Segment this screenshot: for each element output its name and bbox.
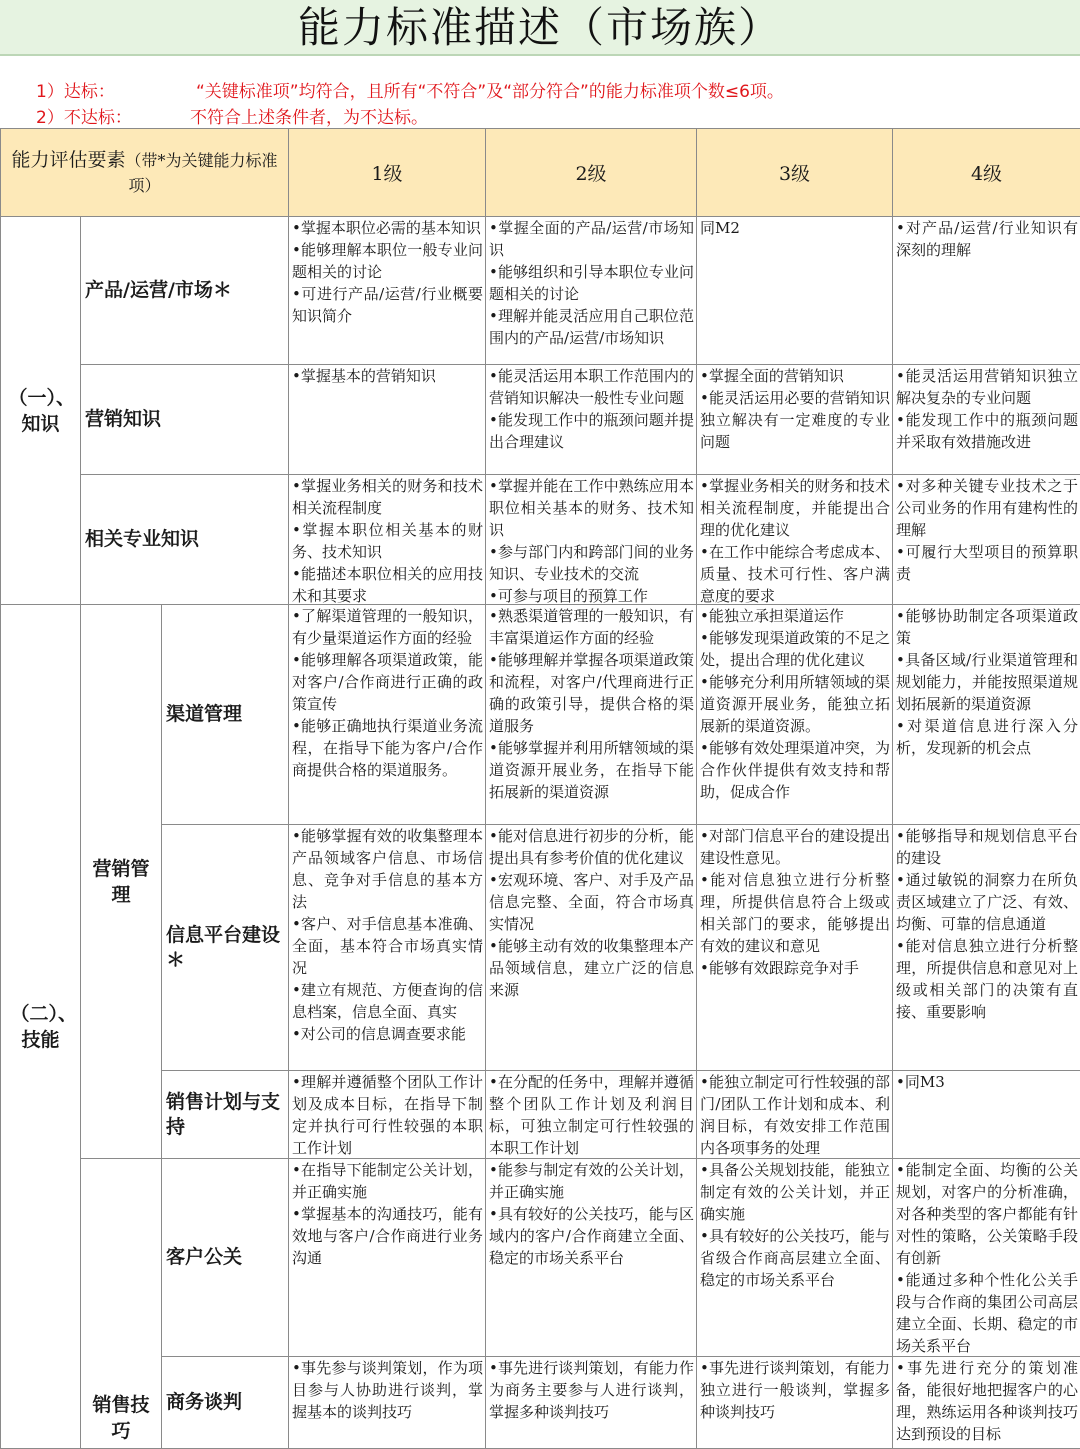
table-row [1,605,1080,825]
header-level-2: 2级 [486,129,697,217]
row-info-platform-l4: •能够指导和规划信息平台的建设 •通过敏锐的洞察力在所负责区域建立了广泛、有效、均衡、可靠的信息通道 •能对信息独立进行分析整理，所提供信息和意见对上级或相关部门的决策有直接、重要影响 [893,825,1080,1070]
rule-fail-label: 2）不达标： [36,105,132,131]
row-professional-l2: •掌握并能在工作中熟练应用本职位相关基本的财务、技术知识 •参与部门内和跨部门间的业务知识、专业技术的交流 •可参与项目的预算工作 [486,475,696,604]
row-name-sales-plan: 销售计划与支持 [162,1071,289,1159]
table-row [1,1159,1080,1357]
rule-pass-label: 1）达标： [36,79,115,105]
row-name-negotiation: 商务谈判 [162,1357,289,1449]
rule-fail-text: 不符合上述条件者，为不达标。 [190,105,428,131]
row-product-l2: •掌握全面的产品/运营/市场知识 •能够组织和引导本职位专业问题相关的讨论 •理解并能灵活应用自己职位范围内的产品/运营/市场知识 [486,217,696,364]
table-header-row [1,129,1080,217]
row-channel-l4: •能够协助制定各项渠道政策 •具备区域/行业渠道管理和规划能力，并能按照渠道规划拓展新的渠道资源 •对渠道信息进行深入分析，发现新的机会点 [893,605,1080,824]
header-level-3: 3级 [697,129,893,217]
row-channel-l1: •了解渠道管理的一般知识，有少量渠道运作方面的经验 •能够理解各项渠道政策，能对客户/合作商进行正确的政策宣传 •能够正确地执行渠道业务流程，在指导下能为客户/合作商提供合格的渠道服务。 [289,605,485,824]
row-name-marketing: 营销知识 [81,365,289,475]
table-row [1,365,1080,475]
table-row [1,1357,1080,1449]
row-sales-plan-l1: •理解并遵循整个团队工作计划及成本目标，在指导下制定并执行可行性较强的本职工作计划 [289,1071,485,1158]
row-name-product: 产品/运营/市场＊ [81,217,289,365]
header-element-cell [1,129,289,217]
row-product-l4: •对产品/运营/行业知识有深刻的理解 [893,217,1080,364]
table-row [1,475,1080,605]
row-name-customer-pr: 客户公关 [162,1159,289,1357]
section-knowledge: （一）、知识 [1,217,81,605]
header-level-1: 1级 [289,129,486,217]
row-info-platform-l1: •能够掌握有效的收集整理本产品领域客户信息、市场信息、竞争对手信息的基本方法 •客户、对手信息基本准确、全面，基本符合市场真实情况 •建立有规范、方便查询的信息档案，信息全面、真实 •对公司的信息调查要求能 [289,825,485,1070]
row-marketing-l1: •掌握基本的营销知识 [289,365,485,474]
row-customer-pr-l2: •能参与制定有效的公关计划，并正确实施 •具有较好的公关技巧，能与区域内的客户/合作商建立全面、稳定的市场关系平台 [486,1159,696,1356]
standards-table [0,128,1080,1449]
header-element-note: （带*为关键能力标准项） [126,151,278,195]
row-name-info-platform: 信息平台建设＊ [162,825,289,1071]
row-info-platform-l2: •能对信息进行初步的分析，能提出具有参考价值的优化建议 •宏观环境、客户、对手及产品信息完整、全面，符合市场真实情况 •能够主动有效的收集整理本产品领域信息，建立广泛的信息来源 [486,825,696,1070]
row-professional-l3: •掌握业务相关的财务和技术相关流程制度，并能提出合理的优化建议 •在工作中能综合考虑成本、质量、技术可行性、客户满意度的要求 [697,475,892,604]
row-marketing-l4: •能灵活运用营销知识独立解决复杂的专业问题 •能发现工作中的瓶颈问题并采取有效措施改进 [893,365,1080,474]
row-marketing-l3: •掌握全面的营销知识 •能灵活运用必要的营销知识独立解决有一定难度的专业问题 [697,365,892,474]
page-title: 能力标准描述（市场族） [0,0,1080,56]
row-negotiation-l4: •事先进行充分的策划准备，能很好地把握客户的心理，熟练运用各种谈判技巧达到预设的目标 [893,1357,1080,1448]
header-element-label: 能力评估要素 [11,149,125,171]
table-row [1,1071,1080,1159]
row-name-channel: 渠道管理 [162,605,289,825]
row-negotiation-l3: •事先进行谈判策划，有能力独立进行一般谈判，掌握多种谈判技巧 [697,1357,892,1448]
row-name-professional: 相关专业知识 [81,475,289,605]
row-negotiation-l2: •事先进行谈判策划，有能力作为商务主要参与人进行谈判，掌握多种谈判技巧 [486,1357,696,1448]
row-marketing-l2: •能灵活运用本职工作范围内的营销知识解决一般性专业问题 •能发现工作中的瓶颈问题并提出合理建议 [486,365,696,474]
row-customer-pr-l1: •在指导下能制定公关计划，并正确实施 •掌握基本的沟通技巧，能有效地与客户/合作商进行业务沟通 [289,1159,485,1356]
row-sales-plan-l2: •在分配的任务中，理解并遵循整个团队工作计划及利润目标，可独立制定可行性较强的本职工作计划 [486,1071,696,1158]
section-skills: （二）、技能 [1,605,81,1449]
row-product-l1: •掌握本职位必需的基本知识 •能够理解本职位一般专业问题相关的讨论 •可进行产品/运营/行业概要知识简介 [289,217,485,364]
table-row [1,825,1080,1071]
row-channel-l3: •能独立承担渠道运作 •能够发现渠道政策的不足之处，提出合理的优化建议 •能够充分利用所辖领域的渠道资源开展业务，能独立拓展新的渠道资源。 •能够有效处理渠道冲突，为合作伙伴提供有效支持和帮助，促成合作 [697,605,892,824]
row-info-platform-l3: •对部门信息平台的建设提出建设性意见。 •能对信息独立进行分析整理，所提供信息符合上级或相关部门的要求，能够提出有效的建议和意见 •能够有效跟踪竞争对手 [697,825,892,1070]
row-professional-l4: •对多种关键专业技术之于公司业务的作用有建构性的理解 •可履行大型项目的预算职责 [893,475,1080,604]
group-marketing-mgmt: 营销管理 [81,605,162,1159]
row-sales-plan-l4: •同M3 [893,1071,1080,1158]
row-negotiation-l1: •事先参与谈判策划，作为项目参与人协助进行谈判，掌握基本的谈判技巧 [289,1357,485,1448]
rule-pass-text: “关键标准项”均符合，且所有“不符合”及“部分符合”的能力标准项个数≤6项。 [196,79,784,105]
row-sales-plan-l3: •能独立制定可行性较强的部门/团队工作计划和成本、利润目标，有效安排工作范围内各项事务的处理 [697,1071,892,1158]
table-row [1,217,1080,365]
row-customer-pr-l3: •具备公关规划技能，能独立制定有效的公关计划，并正确实施 •具有较好的公关技巧，能与省级合作商高层建立全面、稳定的市场关系平台 [697,1159,892,1356]
row-customer-pr-l4: •能制定全面、均衡的公关规划，对客户的分析准确，对各种类型的客户都能有针对性的策略，公关策略手段有创新 •能通过多种个性化公关手段与合作商的集团公司高层建立全面、长期、稳定的市场关系平台 [893,1159,1080,1356]
header-level-4: 4级 [893,129,1080,217]
group-sales-skills: 销售技巧 [81,1159,162,1449]
row-product-l3: 同M2 [697,217,892,364]
row-channel-l2: •熟悉渠道管理的一般知识，有丰富渠道运作方面的经验 •能够理解并掌握各项渠道政策和流程，对客户/代理商进行正确的政策引导，提供合格的渠道服务 •能够掌握并利用所辖领域的渠道资源开展业务，在指导下能拓展新的渠道资源 [486,605,696,824]
row-professional-l1: •掌握业务相关的财务和技术相关流程制度 •掌握本职位相关基本的财务、技术知识 •能描述本职位相关的应用技术和其要求 [289,475,485,604]
